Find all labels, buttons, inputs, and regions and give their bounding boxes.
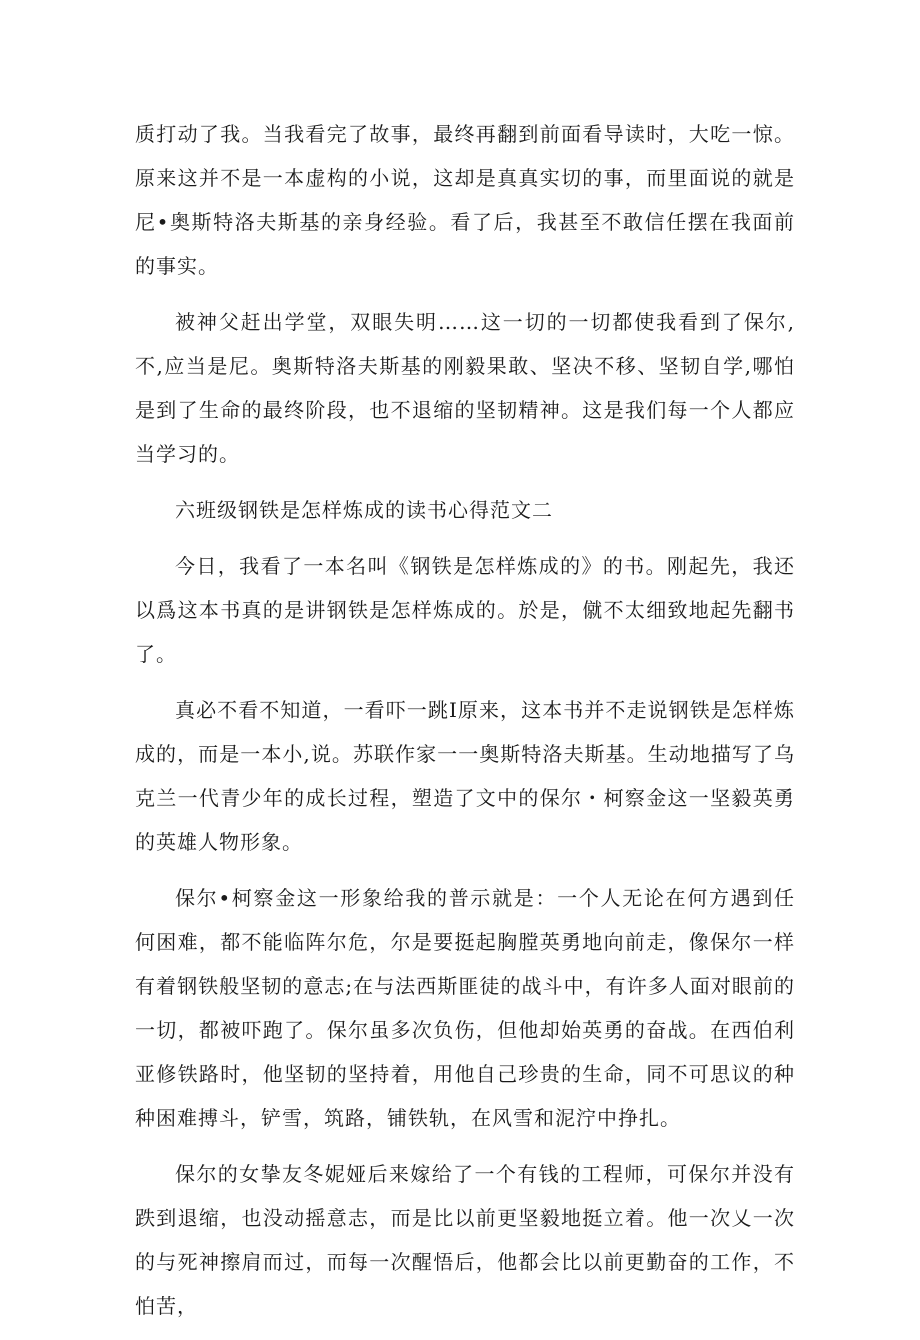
paragraph-1: 质打动了我。当我看完了故事，最终再翻到前面看导读时，大吃一惊。原来这并不是一本虚构的小说，这却是真真实切的事，而里面说的就是尼•奥斯特洛夫斯基的亲身经验。看了后，我甚至不敢信任摆在我面前的事实。 [135,122,795,278]
paragraph-6: 保尔的女挚友冬妮娅后来嫁给了一个有钱的工程师，可保尔并没有跌到退缩，也没动摇意志，而是比以前更坚毅地挺立着。他一次乂一次的与死神擦肩而过，而每一次醒悟后，他都会比以前更勤奋的工作，不怕苦， [135,1162,795,1318]
paragraph-2: 被神父赶出学堂，双眼失明……这一切的一切都使我看到了保尔,不,应当是尼。奥斯特洛夫斯基的刚毅果敢、坚决不移、坚韧自学,哪怕是到了生命的最终阶段，也不退缩的坚韧精神。这是我们每一个人都应当学习的。 [135,310,795,466]
section-heading: 六班级钢铁是怎样炼成的读书心得范文二 [175,498,553,522]
paragraph-4: 真必不看不知道，一看吓一跳I原来，这本书并不走说钢铁是怎样炼成的，而是一本小,说。苏联作家一一奥斯特洛夫斯基。生动地描写了乌克兰一代青少年的成长过程，塑造了文中的保尔・柯察金这一坚毅英勇的英雄人物形象。 [135,698,795,854]
document-body [135,112,795,1340]
paragraph-5: 保尔•柯察金这一形象给我的普示就是：一个人无论在何方遇到任何困难，都不能临阵尔危，尔是要挺起胸膛英勇地向前走，像保尔一样有着钢铁般坚韧的意志;在与法西斯匪徒的战斗中，有许多人面对眼前的一切，都被吓跑了。保尔虽多次负伤，但他却始英勇的奋战。在西伯利亚修铁路时，他坚韧的坚持着，用他自己珍贵的生命，同不可思议的种种困难搏斗，铲雪，筑路，铺铁轨，在风雪和泥泞中挣扎。 [135,886,795,1130]
paragraph-3: 今日，我看了一本名叫《钢铁是怎样炼成的》的书。刚起先，我还以爲这本书真的是讲钢铁是怎样炼成的。於是，僦不太细致地起先翻书了。 [135,554,795,666]
